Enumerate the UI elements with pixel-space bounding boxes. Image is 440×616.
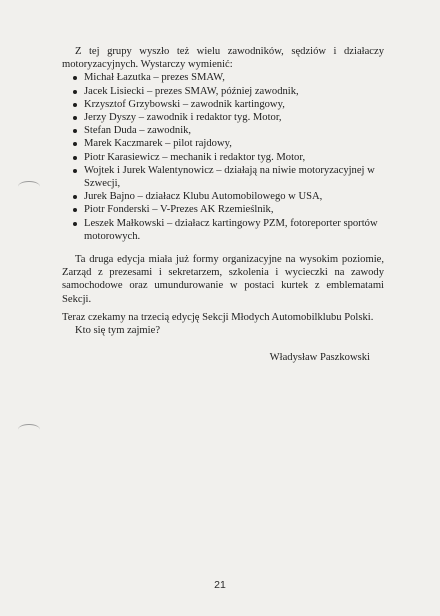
third-paragraph: Teraz czekamy na trzecią edycję Sekcji Młodych Automobilklubu Polski. xyxy=(62,311,374,323)
list-item: Jurek Bajno – działacz Klubu Automobilowego w USA, xyxy=(62,190,384,203)
list-item: Marek Kaczmarek – pilot rajdowy, xyxy=(62,137,384,150)
bullet-icon xyxy=(73,156,77,160)
list-item: Stefan Duda – zawodnik, xyxy=(62,124,384,137)
bullet-icon xyxy=(73,169,77,173)
list-item: Michał Łazutka – prezes SMAW, xyxy=(62,71,384,84)
punch-hole-mark xyxy=(18,424,40,435)
bullet-icon xyxy=(73,142,77,146)
intro-paragraph: Z tej grupy wyszło też wielu zawodników, sędziów i działaczy motoryzacyjnych. Wystarczy wymienić: xyxy=(62,46,384,71)
bullet-icon xyxy=(73,103,77,107)
closing-question: Kto się tym zajmie? xyxy=(75,325,161,337)
name-list xyxy=(62,71,384,243)
punch-hole-mark xyxy=(18,181,40,192)
bullet-icon xyxy=(73,129,77,133)
bullet-icon xyxy=(73,208,77,212)
list-item: Leszek Małkowski – działacz kartingowy PZM, fotoreporter sportów motorowych. xyxy=(62,217,384,243)
list-item: Krzysztof Grzybowski – zawodnik kartingowy, xyxy=(62,98,384,111)
bullet-icon xyxy=(73,222,77,226)
author-signature: Władysław Paszkowski xyxy=(269,352,370,364)
bullet-icon xyxy=(73,116,77,120)
list-item: Jacek Lisiecki – prezes SMAW, później zawodnik, xyxy=(62,85,384,98)
list-item: Jerzy Dyszy – zawodnik i redaktor tyg. Motor, xyxy=(62,111,384,124)
page-number: 21 xyxy=(214,579,226,591)
body-text xyxy=(62,45,384,364)
list-item: Piotr Fonderski – V-Prezes AK Rzemieślnik, xyxy=(62,203,384,216)
bullet-icon xyxy=(73,76,77,80)
second-paragraph: Ta druga edycja miała już formy organizacyjne na wysokim poziomie, Zarząd z prezesami i sekretarzem, szkolenia i wycieczki na zawody samochodowe oraz umundurowanie w postaci kurtek z emblematami Sekcji. xyxy=(62,254,384,305)
bullet-icon xyxy=(73,90,77,94)
list-item: Wojtek i Jurek Walentynowicz – działają na niwie motoryzacyjnej w Szwecji, xyxy=(62,164,384,190)
list-item: Piotr Karasiewicz – mechanik i redaktor tyg. Motor, xyxy=(62,151,384,164)
bullet-icon xyxy=(73,195,77,199)
